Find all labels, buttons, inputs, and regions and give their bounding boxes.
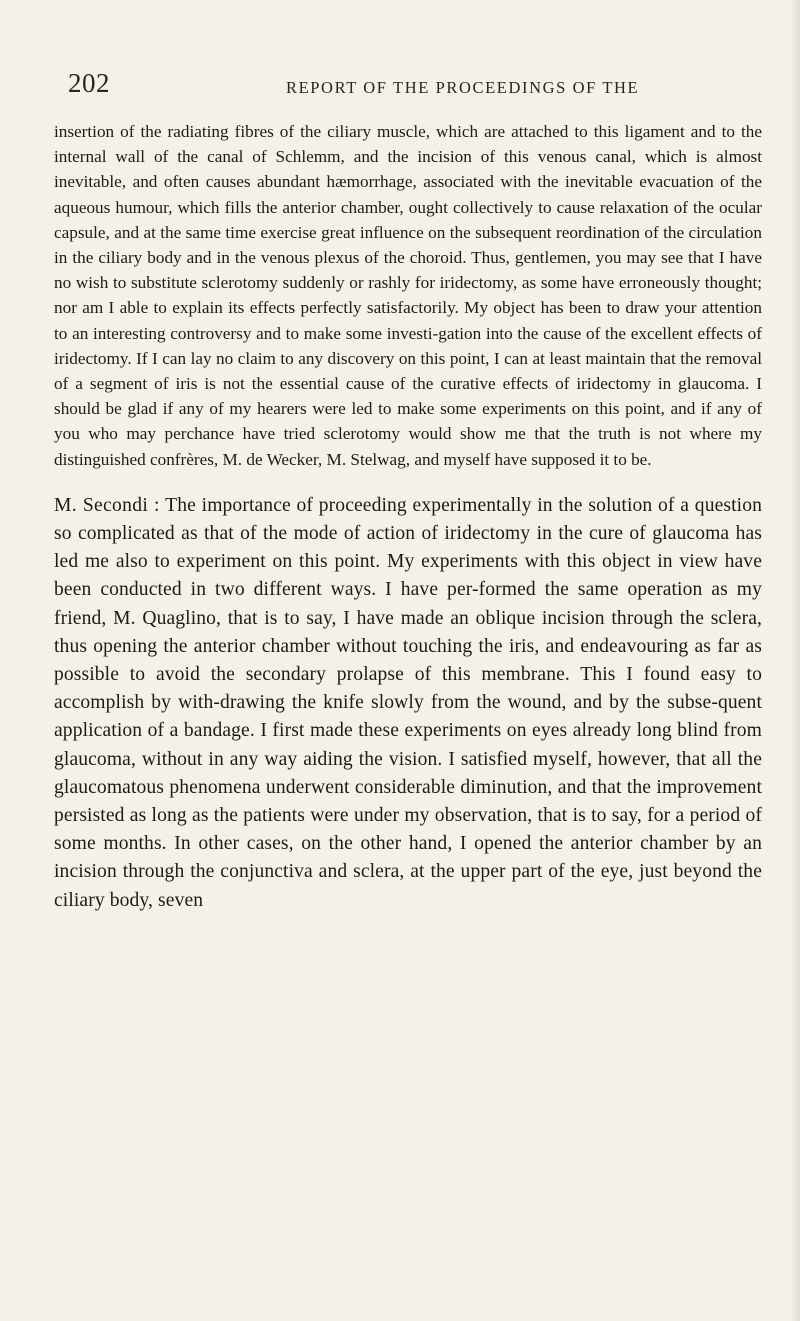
running-head — [68, 68, 748, 108]
running-title: REPORT OF THE PROCEEDINGS OF THE — [286, 78, 640, 97]
page-edge-shadow — [790, 0, 800, 1321]
paragraph-text: The importance of proceeding experimentally in the solution of a question so complicated as that of the mode of action of iridectomy in the cure of glaucoma has led me also to experiment on this point. My experiments with this object in view have been conducted in two different ways. I have per-formed the same operation as my friend, M. Quaglino, that is to say, I have made an oblique incision through the sclera, thus opening the anterior chamber without touching the iris, and endeavouring as far as possible to avoid the secondary prolapse of this membrane. This I found easy to accomplish by with-drawing the knife slowly from the wound, and by the subse-quent application of a bandage. I first made these experiments on eyes already long blind from glaucoma, without in any way aiding the vision. I satisfied myself, however, that all the glaucomatous phenomena underwent considerable diminution, and that the improvement persisted as long as the patients were under my observation, that is to say, for a period of some months. In other cases, on the other hand, I opened the anterior chamber by an incision through the conjunctiva and sclera, at the upper part of the eye, just beyond the ciliary body, seven — [54, 494, 762, 911]
paragraph-secondi — [54, 492, 762, 915]
speaker-name: M. Secondi : — [54, 494, 160, 516]
body-text — [54, 119, 762, 915]
page-number: 202 — [68, 68, 110, 98]
paragraph: insertion of the radiating fibres of the ciliary muscle, which are attached to this ligament and to the internal wall of the canal of Schlemm, and the incision of this venous canal, which is almost inevitable, and often causes abundant hæmorrhage, associated with the inevitable evacuation of the aqueous humour, which fills the anterior chamber, ought collectively to cause relaxation of the ocular capsule, and at the same time exercise great influence on the subsequent reordination of the circulation in the ciliary body and in the venous plexus of the choroid. Thus, gentlemen, you may see that I have no wish to substitute sclerotomy suddenly or rashly for iridectomy, as some have erroneously thought; nor am I able to explain its effects perfectly satisfactorily. My object has been to draw your attention to an interesting controversy and to make some investi-gation into the cause of the excellent effects of iridectomy. If I can lay no claim to any discovery on this point, I can at least maintain that the removal of a segment of iris is not the essential cause of the curative effects of iridectomy in glaucoma. I should be glad if any of my hearers were led to make some experiments on this point, and if any of you who may perchance have tried sclerotomy would show me that the truth is not where my distinguished confrères, M. de Wecker, M. Stelwag, and myself have supposed it to be. — [54, 122, 762, 469]
